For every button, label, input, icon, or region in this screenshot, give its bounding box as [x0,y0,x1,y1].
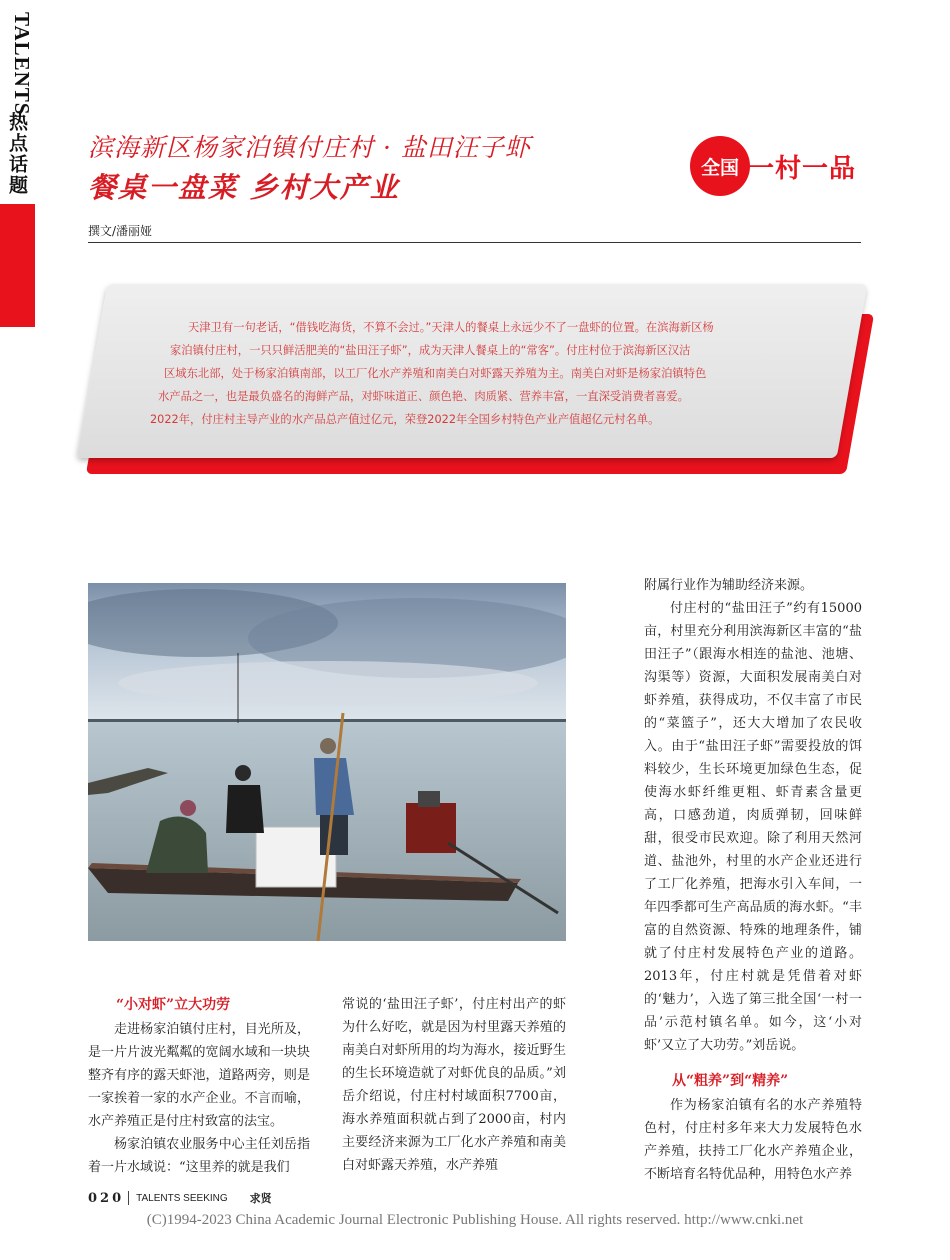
paragraph: 杨家泊镇农业服务中心主任刘岳指着一片水域说：“这里养的就是我们 [88,1137,310,1175]
section-heading: 从“粗养”到“精养” [672,1073,789,1089]
header-divider [88,242,861,243]
byline: 撰文/潘丽娅 [88,224,153,238]
article-column-1 [88,993,310,1179]
side-tab-red-bar [0,204,35,327]
article-headline: 餐桌一盘菜 乡村大产业 [88,171,400,204]
paragraph: 附属行业作为辅助经济来源。 [644,578,814,593]
article-subtitle: 滨海新区杨家泊镇付庄村 · 盐田汪子虾 [88,133,531,162]
side-tab-section: 热点话题 [6,112,28,196]
one-village-one-product-logo [690,136,865,196]
intro-text [150,316,790,431]
shrimp-farm-boat-photo [88,583,566,941]
copyright-notice: (C)1994-2023 China Academic Journal Electronic Publishing House. All rights reserved. http://www.cnki.net [146,1212,804,1228]
intro-line: 天津卫有一句老话，“借钱吃海货，不算不会过。”天津人的餐桌上永远少不了一盘虾的位置。在滨海新区杨 [188,321,714,334]
magazine-name-cn: 求贤 [249,1192,272,1205]
intro-line: 水产品之一，也是最负盛名的海鲜产品，对虾味道正、颜色艳、肉质紧、营养丰富，一直深受消费者喜爱。 [158,390,689,403]
side-tab [0,0,36,330]
page-number: 020 [88,1190,125,1206]
side-tab-latin: TALENTS [10,12,34,116]
paragraph: 走进杨家泊镇付庄村，目光所及，是一片片波光粼粼的宽阔水域和一块块整齐有序的露天虾池，道路两旁，则是一家挨着一家的水产企业。不言而喻，水产养殖正是付庄村致富的法宝。 [88,1022,310,1129]
section-heading: “小对虾”立大功劳 [116,997,231,1013]
article-column-3 [644,574,862,1186]
intro-line: 家泊镇付庄村，一只只鲜活肥美的“盐田汪子虾”，成为天津人餐桌上的“常客”。付庄村位于滨海新区汉沽 [170,344,691,357]
paragraph: 付庄村的“盐田汪子”约有15000亩，村里充分利用滨海新区丰富的“盐田汪子”（跟海水相连的盐池、池塘、沟渠等）资源，大面积发展南美白对虾养殖，获得成功，不仅丰富了市民的“菜篮子”，还大大增加了农民收入。由于“盐田汪子虾”需要投放的饵料较少，生长环境更加绿色生态，促使海水虾纤维更粗、虾青素含量更高，口感劲道，肉质弹韧，回味鲜甜，很受市民欢迎。除了利用天然河道、盐池外，村里的水产企业还进行了工厂化养殖，把海水引入车间，一年四季都可生产高品质的海水虾。“丰富的自然资源、特殊的地理条件，铺就了付庄村发展特色产业的道路。2013年，付庄村就是凭借着对虾的‘魅力’，入选了第三批全国‘一村一品’示范村镇名单。如今，这‘小对虾’又立了大功劳。”刘岳说。 [644,601,862,1053]
logo-circle: 全国 [690,136,750,196]
photo-illustration [88,583,566,941]
article-column-2 [342,993,566,1177]
intro-line: 2022年，付庄村主导产业的水产品总产值过亿元，荣登2022年全国乡村特色产业产值超亿元村名单。 [150,413,660,426]
paragraph: 作为杨家泊镇有名的水产养殖特色村，付庄村多年来大力发展特色水产养殖，扶持工厂化水产养殖企业，不断培育名特优品种，用特色水产养 [644,1098,862,1182]
intro-line: 区域东北部，处于杨家泊镇南部，以工厂化水产养殖和南美白对虾露天养殖为主。南美白对虾是杨家泊镇特色 [164,367,707,380]
magazine-name: TALENTS SEEKING [136,1192,228,1204]
page-footer [88,1190,272,1206]
footer-divider [128,1191,129,1205]
logo-text: 一村一品 [748,154,857,184]
paragraph: 常说的‘盐田汪子虾’，付庄村出产的虾为什么好吃，就是因为村里露天养殖的南美白对虾所用的均为海水，接近野生的生长环境造就了对虾优良的品质。”刘岳介绍说，付庄村村域面积7700亩，海水养殖面积就占到了2000亩，村内主要经济来源为工厂化水产养殖和南美白对虾露天养殖，水产养殖 [342,997,566,1173]
